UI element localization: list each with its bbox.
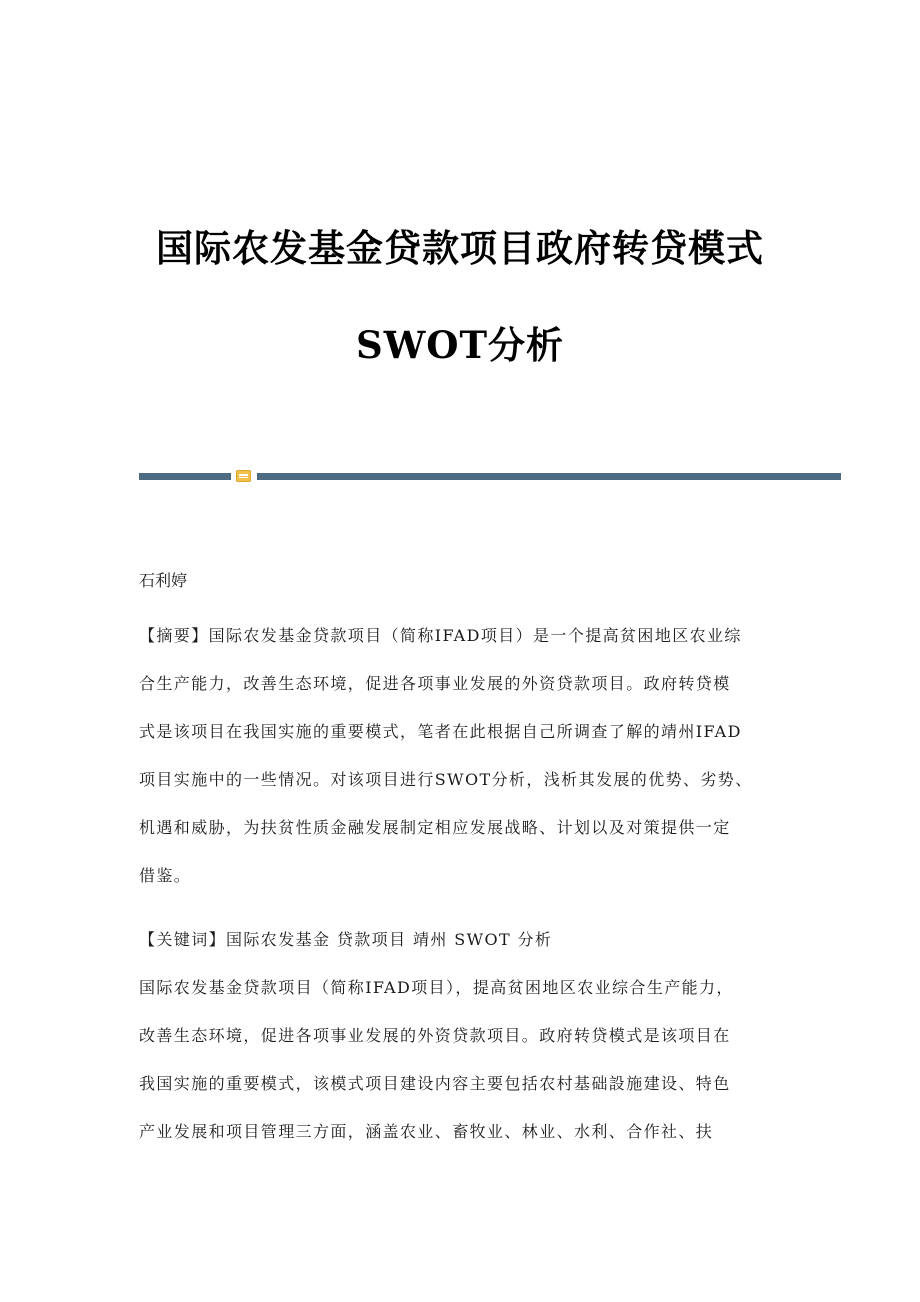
divider-bar-right [257, 473, 841, 480]
intro-line: 国际农发基金贷款项目（简称IFAD项目），提高贫困地区农业综合生产能力， [139, 978, 734, 997]
abstract-line: 借鉴。 [139, 866, 192, 885]
abstract-line: 项目实施中的一些情况。对该项目进行SWOT分析，浅析其发展的优势、劣势、 [139, 770, 753, 789]
intro-paragraph [139, 964, 779, 1156]
abstract-line: 式是该项目在我国实施的重要模式，笔者在此根据自己所调查了解的靖州IFAD [139, 722, 742, 741]
intro-line: 产业发展和项目管理三方面，涵盖农业、畜牧业、林业、水利、合作社、扶 [139, 1122, 714, 1141]
document-title-line1: 国际农发基金贷款项目政府转贷模式 [156, 226, 764, 270]
abstract-line: 机遇和威胁，为扶贫性质金融发展制定相应发展战略、计划以及对策提供一定 [139, 818, 731, 837]
envelope-icon [236, 470, 251, 482]
author-name: 石利婷 [139, 571, 188, 590]
keywords-line [139, 916, 779, 964]
abstract-line: 【摘要】国际农发基金贷款项目（简称IFAD项目）是一个提高贫困地区农业综 [139, 626, 742, 645]
abstract-paragraph [139, 612, 779, 900]
title-divider [139, 470, 841, 482]
abstract-line: 合生产能力，改善生态环境，促进各项事业发展的外资贷款项目。政府转贷模 [139, 674, 731, 693]
intro-line: 改善生态环境，促进各项事业发展的外资贷款项目。政府转贷模式是该项目在 [139, 1026, 731, 1045]
keywords-text: 【关键词】国际农发基金 贷款项目 靖州 SWOT 分析 [139, 930, 553, 949]
divider-bar-left [139, 473, 231, 480]
intro-line: 我国实施的重要模式，该模式项目建设内容主要包括农村基础設施建设、特色 [139, 1074, 731, 1093]
document-title-line2: SWOT分析 [355, 323, 565, 367]
